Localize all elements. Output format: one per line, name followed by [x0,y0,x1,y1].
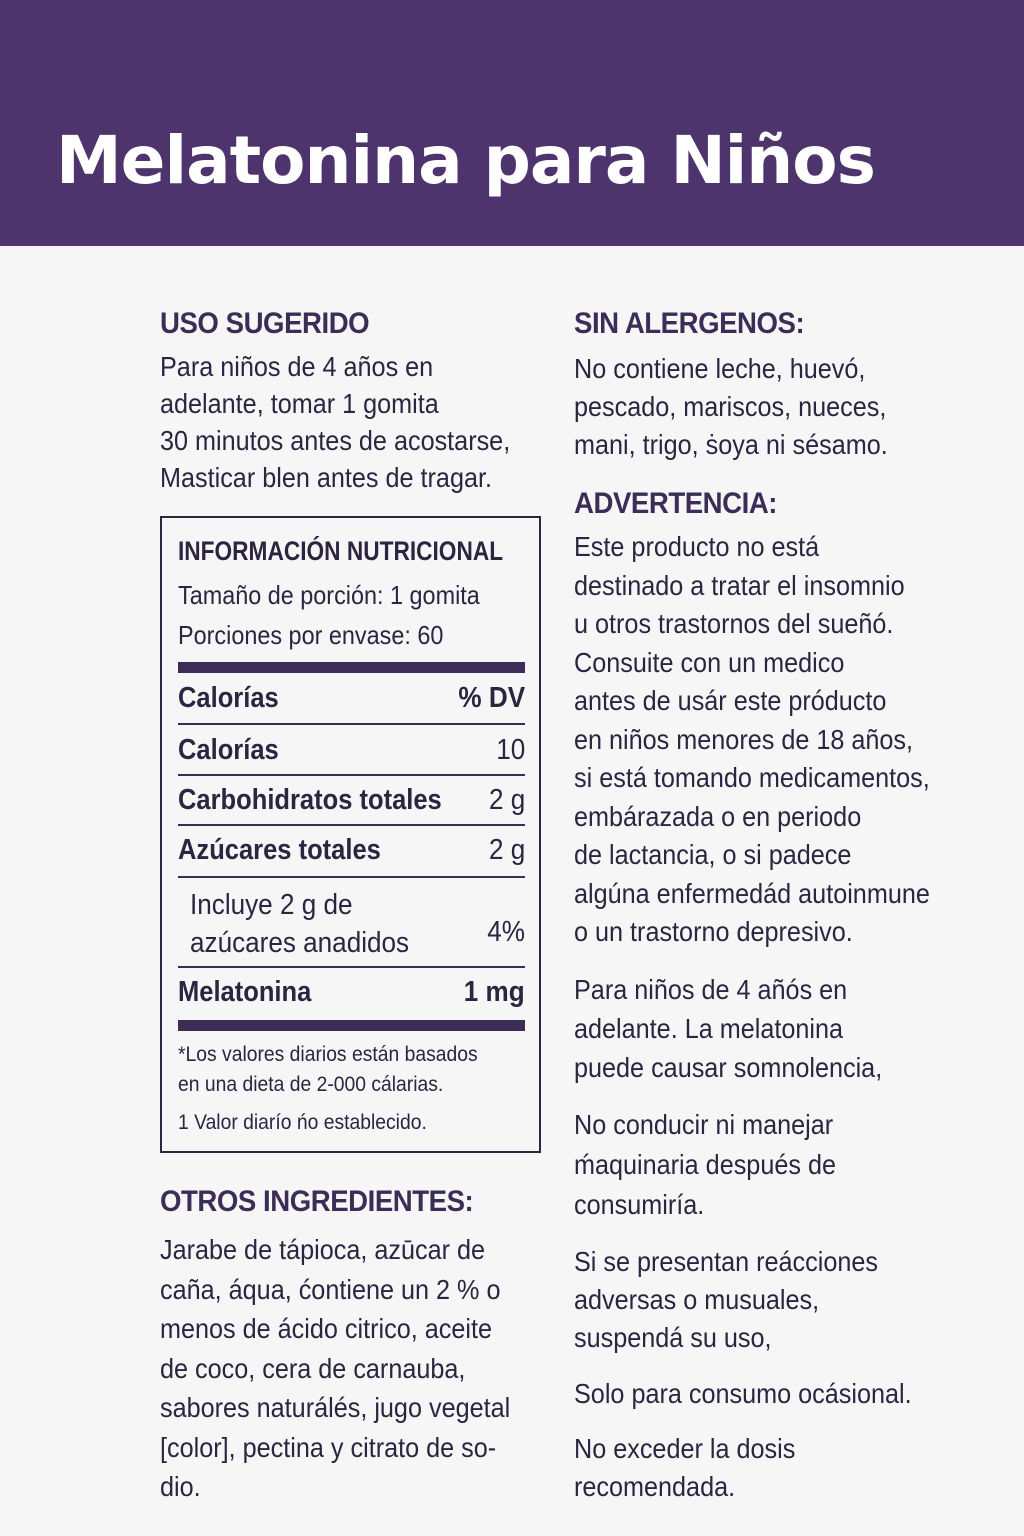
row-added-sugars-label: Incluye 2 g de azúcares anadidos [190,889,410,959]
row-calories-value: 10 [495,734,525,766]
row-added-sugars-value: 4% [487,916,525,948]
header-calories-label: Calorías [178,682,279,714]
divider [178,774,525,776]
divider-thick [178,662,525,673]
ingredients-text: Jarabe de tápioca, azūcar de caña, áqua, ćontiene un 2 % o menos de ácido citrico, aceite de coco, cera de carnauba, sabores naturálés, jugo vegetal [color], pectina y citrato de so- dio. [160,1234,511,1502]
row-calories-label: Calorías [178,734,279,766]
divider [178,966,525,968]
divider [178,824,525,826]
uso-section [160,306,555,496]
warning-driving: No conducir ni manejar ḿaquinaria después de consumiría. [574,1108,836,1220]
row-melatonin-label: Melatonina [178,976,312,1008]
row-carbs-label: Carbohidratos totales [178,784,442,816]
divider [178,876,525,878]
header-dv-label: % DV [458,682,525,714]
servings-per-container: Porciones por envase: 60 [178,620,444,650]
allergens-heading: SIN ALERGENOS: [574,307,805,340]
uso-heading: USO SUGERIDO [160,307,370,340]
footnote-not-established: 1 Valor diarío ńo establecido. [178,1111,427,1134]
ingredients-section [160,1184,560,1507]
warning-dose: No exceder la dosis recomendada. [574,1432,796,1502]
row-carbs-value: 2 g [488,784,525,816]
footnote-daily-values: *Los valores diarios están basados en una dieta de 2-000 cálarias. [178,1043,478,1096]
divider-thick [178,1020,525,1031]
warnings-column [574,306,1019,1506]
allergens-text: No contiene leche, huevó, pescado, mariscos, nueces, mani, trigo, ṡoya ni sésamo. [574,353,888,460]
serving-size: Tamaño de porción: 1 gomita [178,580,480,610]
warning-drowsiness: Para niños de 4 añós en adelante. La melatonina puede causar somnolencia, [574,973,883,1083]
page-title: Melatonina para Niños [56,122,875,199]
row-melatonin-value: 1 mg [464,976,525,1008]
row-sugars-value: 2 g [488,834,525,866]
warning-heading: ADVERTENCIA: [574,487,778,520]
nutrition-title: INFORMACIÓN NUTRICIONAL [178,536,504,566]
divider [178,723,525,725]
warning-occasional-use: Solo para consumo ocásional. [574,1377,912,1409]
warning-adverse-reactions: Si se presentan reácciones adversas o musuales, suspendá su uso, [574,1245,878,1353]
warning-text: Este producto no está destinado a tratar el insomnio u otros trastornos del sueñó. Consuite con un medico antes de usár este próducto en niños menores de 18 años, si está tomando medicamentos, embárazada o en periodo de lactancia, o si padece algúna enfermedád autoinmune o un trastorno depresivo. [574,531,930,947]
ingredients-heading: OTROS INGREDIENTES: [160,1185,474,1218]
row-sugars-label: Azúcares totales [178,834,381,866]
header-banner [0,0,1024,246]
uso-text: Para niños de 4 años en adelante, tomar 1 gomita 30 minutos antes de acostarse, Masticar blen antes de tragar. [160,351,511,493]
nutrition-panel [160,516,541,1153]
